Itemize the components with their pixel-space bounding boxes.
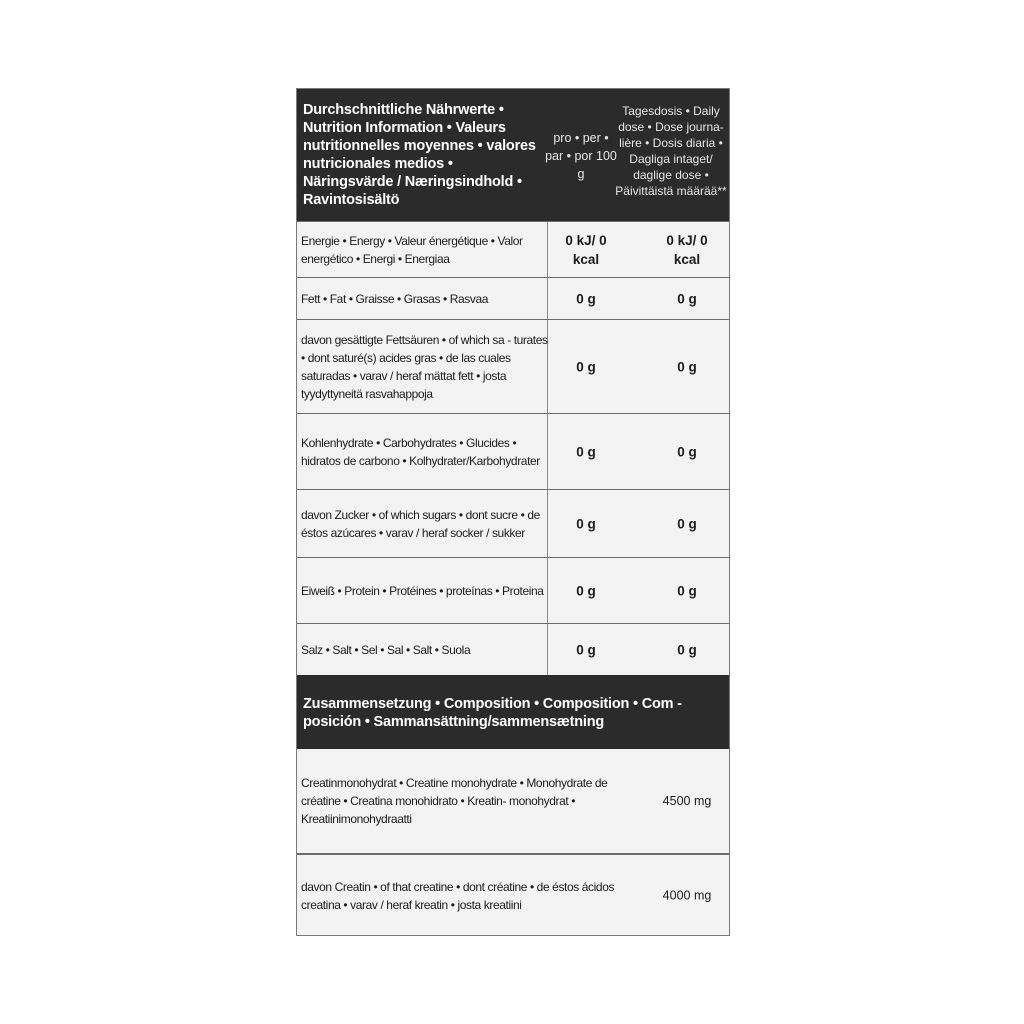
nutrient-name: Energie • Energy • Valeur énergétique • Valor energético • Energi • Energiaa bbox=[301, 234, 523, 266]
nutrition-row-fat bbox=[297, 277, 729, 320]
nutrition-row-saturates bbox=[297, 319, 729, 414]
value-daily: 0 g bbox=[677, 642, 697, 658]
nutrition-row-carbohydrates bbox=[297, 413, 729, 490]
ingredient-name: davon Creatin • of that creatine • dont créatine • de éstos ácidos creatina • varav / heraf kreatin • josta kreatiini bbox=[301, 880, 615, 912]
value-per-100g: 0 g bbox=[576, 516, 596, 532]
ingredient-name: Creatinmonohydrat • Creatine monohydrate • Monohydrate de créatine • Creatina monohidrato • Kreatin- monohydrat • Kreatiinimonohydraatti bbox=[301, 776, 608, 826]
nutrition-row-protein bbox=[297, 557, 729, 624]
nutrient-name: Eiweiß • Protein • Protéines • proteínas • Proteina bbox=[301, 584, 544, 598]
ingredient-amount: 4000 mg bbox=[662, 888, 712, 903]
value-daily: 0 g bbox=[677, 583, 697, 599]
value-per-100g: 0 g bbox=[576, 642, 596, 658]
value-per-100g: 0 g bbox=[576, 444, 596, 460]
value-daily: 0 g bbox=[677, 291, 697, 307]
composition-row-creatine-monohydrate bbox=[297, 749, 729, 853]
value-per-100g: 0 g bbox=[576, 583, 596, 599]
composition-header bbox=[297, 675, 729, 749]
nutrition-title: Durchschnittliche Nährwerte • Nutrition Information • Valeurs nutritionnelles moyennes • valores nutricionales medios • Näringsvärde / Næringsindhold • Ravintosisältö bbox=[303, 102, 536, 208]
nutrition-label bbox=[296, 88, 730, 936]
nutrition-row-energy bbox=[297, 221, 729, 278]
nutrition-row-sugars bbox=[297, 489, 729, 558]
nutrition-row-salt bbox=[297, 623, 729, 676]
value-per-100g: 0 g bbox=[576, 291, 596, 307]
composition-row-creatine bbox=[297, 853, 729, 937]
nutrient-name: Kohlenhydrate • Carbohydrates • Glucides • hidratos de carbono • Kolhydrater/Karbohydrater bbox=[301, 436, 540, 468]
nutrient-name: Salz • Salt • Sel • Sal • Salt • Suola bbox=[301, 643, 471, 657]
column-header-per-100g: pro • per • par • por 100 g bbox=[545, 131, 617, 181]
value-daily: 0 g bbox=[677, 359, 697, 375]
value-daily: 0 kJ/ 0 kcal bbox=[666, 233, 708, 267]
value-daily: 0 g bbox=[677, 516, 697, 532]
nutrient-name: davon Zucker • of which sugars • dont sucre • de éstos azúcares • varav / heraf socker / sukker bbox=[301, 508, 540, 540]
value-per-100g: 0 g bbox=[576, 359, 596, 375]
column-header-daily-dose: Tagesdosis • Daily dose • Dose journa-lière • Dosis diaria • Dagliga intaget/ daglige dose • Päivittäistä määrää** bbox=[615, 104, 727, 198]
nutrient-name: davon gesättigte Fettsäuren • of which sa - turates • dont saturé(s) acides gras • de las cuales saturadas • varav / heraf mättat fett • josta tyydyttyneitä rasvahappoja bbox=[301, 333, 548, 401]
nutrition-header bbox=[297, 89, 729, 221]
ingredient-amount: 4500 mg bbox=[662, 794, 712, 808]
value-per-100g: 0 kJ/ 0 kcal bbox=[565, 233, 607, 267]
composition-title: Zusammensetzung • Composition • Composition • Com - posición • Sammansättning/sammensætning bbox=[303, 696, 682, 730]
nutrient-name: Fett • Fat • Graisse • Grasas • Rasvaa bbox=[301, 292, 488, 306]
value-daily: 0 g bbox=[677, 444, 697, 460]
